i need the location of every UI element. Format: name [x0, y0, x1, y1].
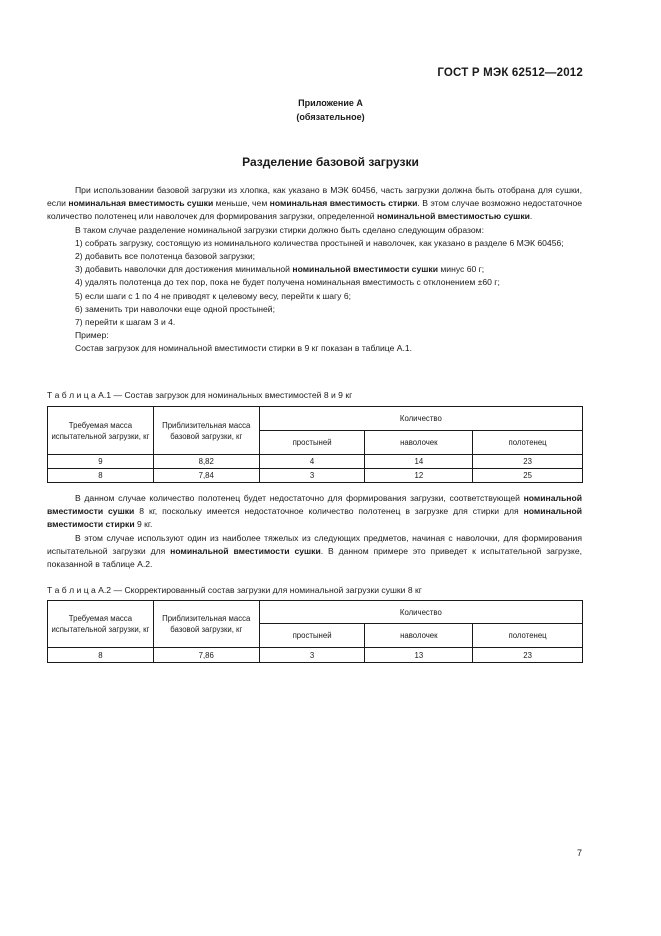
- table-a1: [47, 406, 583, 483]
- header-quantity: Количество: [259, 407, 582, 431]
- header-sheets: простыней: [259, 431, 365, 455]
- cell: 3: [259, 648, 365, 663]
- step-4: 4) удалять полотенца до тех пор, пока не будет получена номинальная вместимость с отклонением ±60 г;: [75, 277, 500, 288]
- cell: 8: [48, 469, 154, 483]
- table-a2: [47, 600, 583, 663]
- cell: 23: [473, 648, 583, 663]
- example-text: Состав загрузок для номинальной вместимости стирки в 9 кг показан в таблице А.1.: [75, 343, 413, 354]
- cell: 25: [473, 469, 583, 483]
- header-sheets: простыней: [259, 624, 365, 648]
- document-header: ГОСТ Р МЭК 62512—2012: [437, 67, 583, 79]
- cell: 7,86: [153, 648, 259, 663]
- page-number: 7: [577, 848, 583, 858]
- step-5: 5) если шаги с 1 по 4 не приводят к целевому весу, перейти к шагу 6;: [75, 290, 352, 301]
- cell: 13: [365, 648, 473, 663]
- cell: 12: [365, 469, 473, 483]
- annex-title: Приложение А: [298, 98, 363, 108]
- cell: 7,84: [153, 469, 259, 483]
- step-1: 1) собрать загрузку, состоящую из номинального количества простыней и наволочек, как указано в разделе 6 МЭК 60456;: [75, 237, 564, 248]
- intro-paragraph: При использовании базовой загрузки из хлопка, как указано в МЭК 60456, часть загрузки должна быть отобрана для сушки, если номинальная вместимость сушки меньше, чем номинальная вместимость стирки. В этом случае возможно недостаточное количество полотенец или наволочек для формирования загрузки, определенной номинальной вместимостью сушки.: [47, 185, 582, 222]
- step-2: 2) добавить все полотенца базовой загрузки;: [75, 251, 256, 262]
- intro-text: [47, 184, 582, 356]
- header-pillowcases: наволочек: [365, 431, 473, 455]
- header-required-mass: Требуемая масса испытательной загрузки, кг: [48, 601, 154, 648]
- table-row: [48, 455, 583, 469]
- header-approx-mass: Приблизительная масса базовой загрузки, кг: [153, 601, 259, 648]
- cell: 8: [48, 648, 154, 663]
- annex-status: (обязательное): [296, 112, 365, 122]
- table2-caption: Т а б л и ц а А.2 — Скорректированный состав загрузки для номинальной загрузки сушки 8 кг: [47, 585, 422, 595]
- header-quantity: Количество: [259, 601, 582, 624]
- cell: 14: [365, 455, 473, 469]
- section-title: Разделение базовой загрузки: [242, 155, 419, 169]
- middle-text: [47, 492, 582, 571]
- middle-paragraph-2: В этом случае используют один из наиболее тяжелых из следующих предметов, начиная с наволочки, для формирования испытательной загрузки для номинальной вместимости сушки. В данном примере это приведет к испытательной загрузке, показанной в таблице А.2.: [47, 532, 582, 570]
- annex-heading: [0, 96, 661, 124]
- header-approx-mass: Приблизительная масса базовой загрузки, кг: [153, 407, 259, 455]
- step-6: 6) заменить три наволочки еще одной простыней;: [75, 303, 275, 314]
- header-pillowcases: наволочек: [365, 624, 473, 648]
- cell: 23: [473, 455, 583, 469]
- header-towels: полотенец: [473, 431, 583, 455]
- example-label: Пример:: [75, 330, 109, 341]
- step-7: 7) перейти к шагам 3 и 4.: [75, 317, 176, 328]
- cell: 8,82: [153, 455, 259, 469]
- header-towels: полотенец: [473, 624, 583, 648]
- cell: 4: [259, 455, 365, 469]
- table1-caption: Т а б л и ц а А.1 — Состав загрузок для номинальных вместимостей 8 и 9 кг: [47, 390, 353, 400]
- step-3: 3) добавить наволочки для достижения минимальной номинальной вместимости сушки минус 60 г;: [75, 264, 485, 275]
- header-required-mass: Требуемая масса испытательной загрузки, кг: [48, 407, 154, 455]
- cell: 9: [48, 455, 154, 469]
- procedure-intro: В таком случае разделение номинальной загрузки стирки должно быть сделано следующим образом:: [75, 224, 484, 235]
- table-row: [48, 469, 583, 483]
- middle-paragraph-1: В данном случае количество полотенец будет недостаточно для формирования загрузки, соответствующей номинальной вместимости сушки 8 кг, поскольку имеется недостаточное количество полотенец в загрузке для стирки для номинальной вместимости стирки 9 кг.: [47, 493, 583, 530]
- cell: 3: [259, 469, 365, 483]
- table-row: [48, 648, 583, 663]
